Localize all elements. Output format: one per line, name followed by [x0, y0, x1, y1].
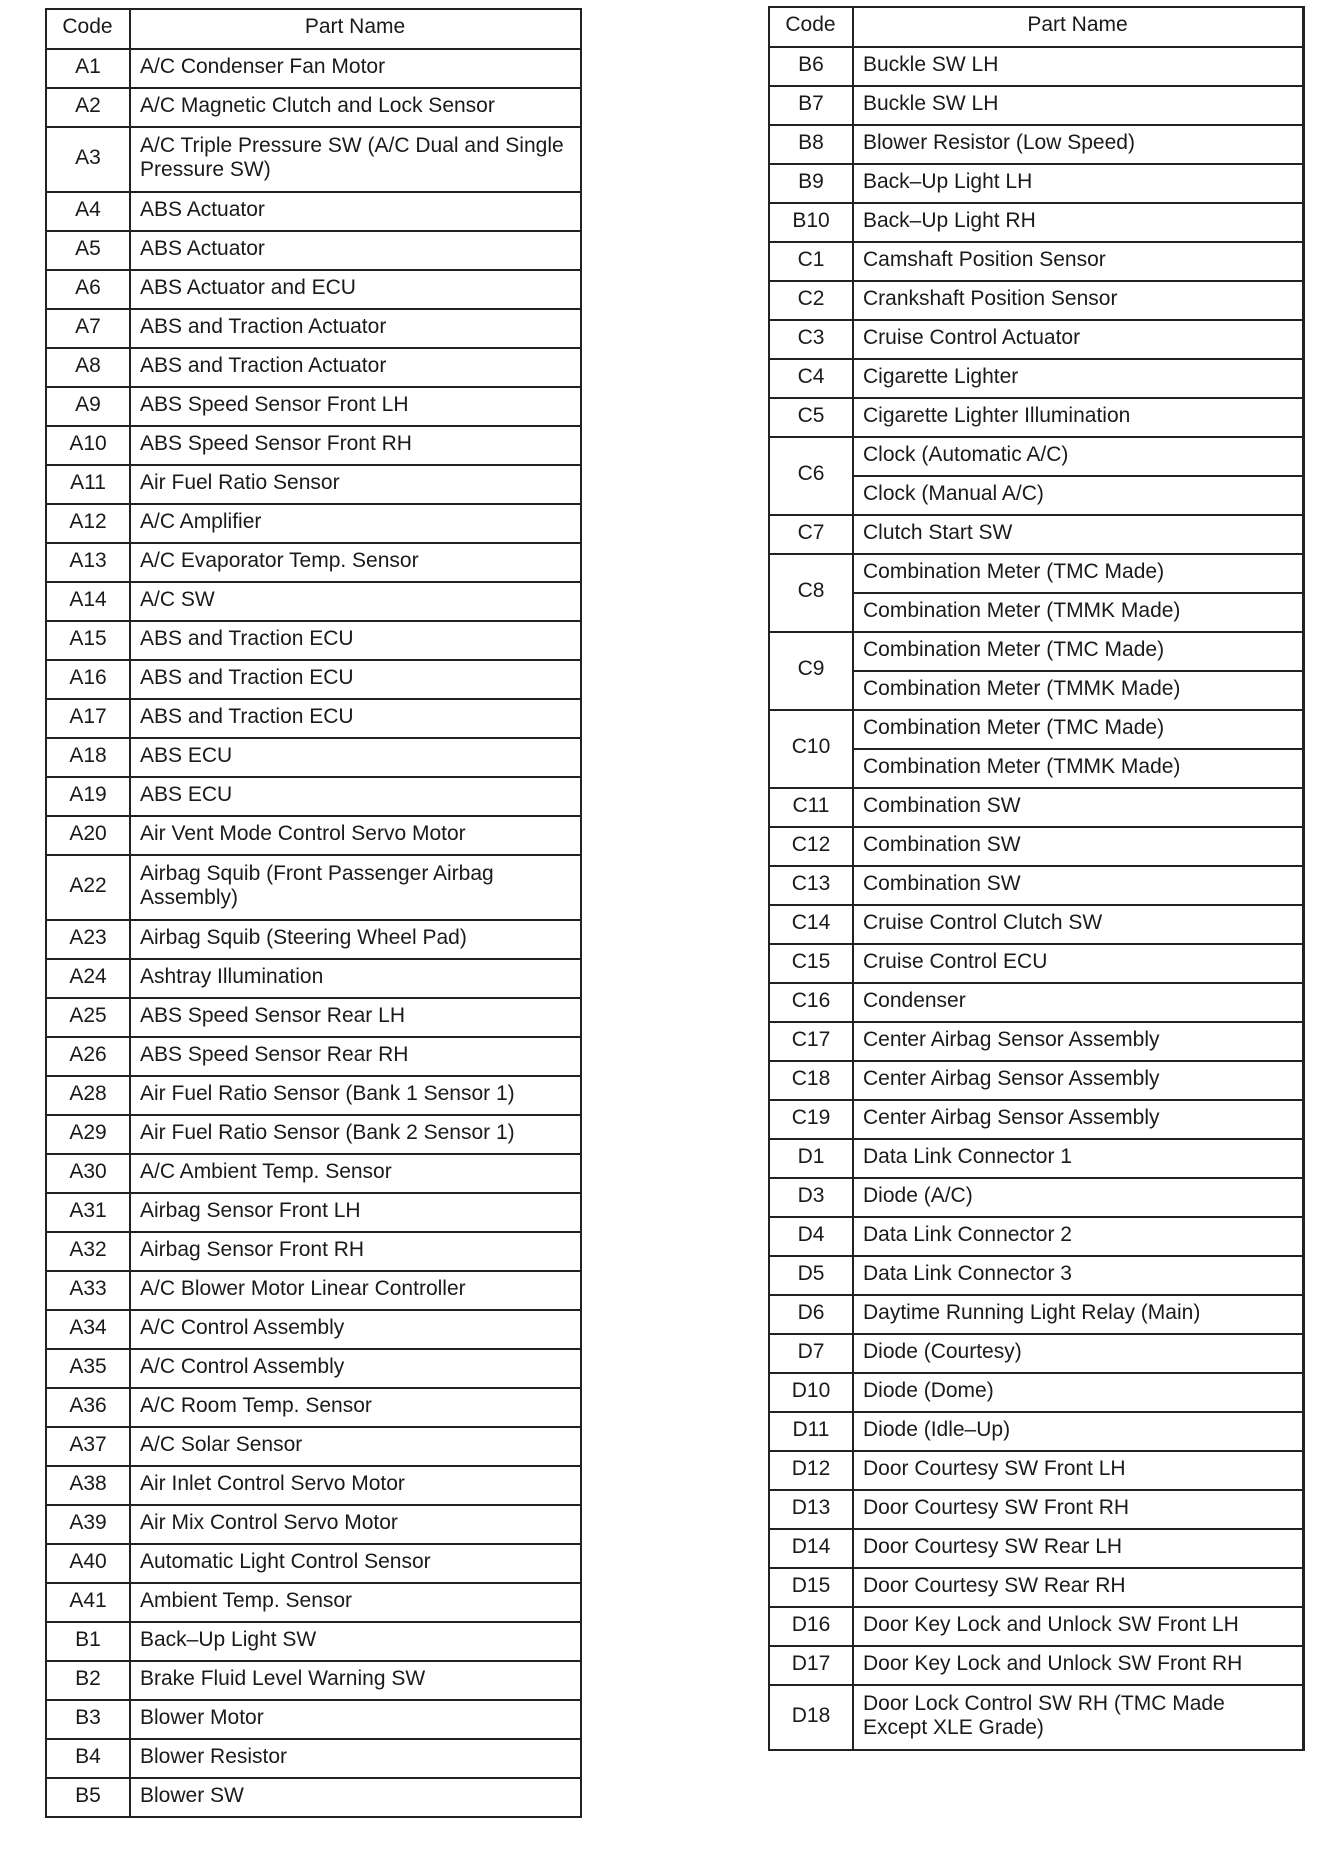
header-row [46, 9, 581, 49]
table-row [769, 1256, 1304, 1295]
part-name-cell: Door Courtesy SW Rear RH [853, 1568, 1304, 1607]
part-code-cell: A10 [46, 426, 130, 465]
part-code-cell: D7 [769, 1334, 853, 1373]
part-code-cell: C15 [769, 944, 853, 983]
part-name-cell: ABS Speed Sensor Front LH [130, 387, 581, 426]
part-name-cell: ABS Speed Sensor Rear RH [130, 1037, 581, 1076]
table-row [769, 1022, 1304, 1061]
part-code-cell: A35 [46, 1349, 130, 1388]
table-row [769, 1412, 1304, 1451]
part-name-cell: A/C Solar Sensor [130, 1427, 581, 1466]
part-code-cell: A14 [46, 582, 130, 621]
part-name-cell: ABS and Traction Actuator [130, 309, 581, 348]
part-code-cell: A29 [46, 1115, 130, 1154]
part-code-cell: A11 [46, 465, 130, 504]
table-row [46, 309, 581, 348]
part-name-cell: Air Mix Control Servo Motor [130, 1505, 581, 1544]
part-name-cell: Data Link Connector 3 [853, 1256, 1304, 1295]
part-code-cell: A12 [46, 504, 130, 543]
part-name-cell: Air Vent Mode Control Servo Motor [130, 816, 581, 855]
part-name-cell: Buckle SW LH [853, 86, 1304, 125]
part-name-cell: Combination Meter (TMMK Made) [853, 593, 1304, 632]
part-code-cell: A32 [46, 1232, 130, 1271]
part-name-cell: Ambient Temp. Sensor [130, 1583, 581, 1622]
part-code-cell: A22 [46, 855, 130, 920]
part-code-cell: C3 [769, 320, 853, 359]
table-row [769, 827, 1304, 866]
part-name-cell: ABS and Traction ECU [130, 660, 581, 699]
table-row [769, 983, 1304, 1022]
table-row [46, 959, 581, 998]
table-row [46, 1115, 581, 1154]
table-row [46, 855, 581, 920]
table-row [46, 387, 581, 426]
part-name-cell: ABS ECU [130, 777, 581, 816]
part-name-cell: Back–Up Light LH [853, 164, 1304, 203]
part-code-cell: B8 [769, 125, 853, 164]
table-row [46, 1661, 581, 1700]
part-name-cell: Cigarette Lighter [853, 359, 1304, 398]
part-name-cell: A/C Blower Motor Linear Controller [130, 1271, 581, 1310]
table-row [769, 125, 1304, 164]
part-code-cell: C11 [769, 788, 853, 827]
part-name-cell: Center Airbag Sensor Assembly [853, 1061, 1304, 1100]
table-row [46, 1388, 581, 1427]
part-code-cell: A4 [46, 192, 130, 231]
table-row [769, 632, 1304, 671]
part-name-cell: Automatic Light Control Sensor [130, 1544, 581, 1583]
part-name-cell: Buckle SW LH [853, 47, 1304, 86]
part-code-cell: B10 [769, 203, 853, 242]
part-code-cell: A6 [46, 270, 130, 309]
part-code-cell: A17 [46, 699, 130, 738]
part-code-cell: A24 [46, 959, 130, 998]
part-name-header: Part Name [853, 7, 1304, 47]
table-row [46, 1505, 581, 1544]
part-code-cell: B4 [46, 1739, 130, 1778]
table-row [46, 920, 581, 959]
part-name-cell: ABS and Traction ECU [130, 699, 581, 738]
part-code-cell: A2 [46, 88, 130, 127]
part-code-cell: C16 [769, 983, 853, 1022]
table-row [769, 1490, 1304, 1529]
table-row [769, 281, 1304, 320]
table-row [769, 1646, 1304, 1685]
part-name-cell: Blower Resistor (Low Speed) [853, 125, 1304, 164]
part-code-cell: D1 [769, 1139, 853, 1178]
table-row [769, 1373, 1304, 1412]
part-name-cell: A/C Magnetic Clutch and Lock Sensor [130, 88, 581, 127]
part-code-cell: D5 [769, 1256, 853, 1295]
part-code-cell: C17 [769, 1022, 853, 1061]
part-name-cell: Clock (Automatic A/C) [853, 437, 1304, 476]
table-row [769, 1139, 1304, 1178]
part-name-cell: Combination Meter (TMMK Made) [853, 749, 1304, 788]
part-code-cell: A28 [46, 1076, 130, 1115]
part-name-cell: Diode (A/C) [853, 1178, 1304, 1217]
part-name-cell: A/C SW [130, 582, 581, 621]
part-name-cell: A/C Control Assembly [130, 1310, 581, 1349]
part-name-cell: Combination Meter (TMC Made) [853, 554, 1304, 593]
part-name-cell: ABS Actuator [130, 192, 581, 231]
part-name-cell: ABS Actuator and ECU [130, 270, 581, 309]
part-code-cell: D12 [769, 1451, 853, 1490]
table-row [769, 47, 1304, 86]
part-name-cell: Diode (Dome) [853, 1373, 1304, 1412]
part-name-cell: Combination Meter (TMC Made) [853, 632, 1304, 671]
part-code-cell: B2 [46, 1661, 130, 1700]
parts-table-right [768, 6, 1305, 1751]
parts-table-left [45, 8, 582, 1818]
part-code-cell: C10 [769, 710, 853, 788]
part-name-cell: Diode (Courtesy) [853, 1334, 1304, 1373]
part-name-cell: Cruise Control ECU [853, 944, 1304, 983]
part-name-cell: Airbag Sensor Front RH [130, 1232, 581, 1271]
table-row [769, 203, 1304, 242]
part-code-cell: A33 [46, 1271, 130, 1310]
table-row [46, 998, 581, 1037]
table-row [46, 426, 581, 465]
part-code-cell: D10 [769, 1373, 853, 1412]
table-row [46, 543, 581, 582]
table-row [46, 231, 581, 270]
part-name-cell: Air Fuel Ratio Sensor (Bank 1 Sensor 1) [130, 1076, 581, 1115]
table-row [769, 866, 1304, 905]
part-name-cell: Combination SW [853, 827, 1304, 866]
part-code-cell: A1 [46, 49, 130, 88]
part-name-cell: Door Lock Control SW RH (TMC Made Except XLE Grade) [853, 1685, 1304, 1750]
table-row [769, 1568, 1304, 1607]
table-row [769, 1217, 1304, 1256]
part-name-cell: Door Key Lock and Unlock SW Front RH [853, 1646, 1304, 1685]
table-row [769, 398, 1304, 437]
part-name-cell: Door Courtesy SW Rear LH [853, 1529, 1304, 1568]
part-code-cell: A19 [46, 777, 130, 816]
table-row [769, 1334, 1304, 1373]
part-code-cell: D16 [769, 1607, 853, 1646]
part-name-cell: Back–Up Light SW [130, 1622, 581, 1661]
part-name-cell: A/C Ambient Temp. Sensor [130, 1154, 581, 1193]
part-name-cell: Center Airbag Sensor Assembly [853, 1022, 1304, 1061]
part-name-cell: A/C Amplifier [130, 504, 581, 543]
part-code-cell: C2 [769, 281, 853, 320]
part-code-cell: B9 [769, 164, 853, 203]
table-row [46, 88, 581, 127]
part-name-cell: Clock (Manual A/C) [853, 476, 1304, 515]
table-row [769, 1685, 1304, 1750]
part-code-cell: A18 [46, 738, 130, 777]
part-name-cell: Center Airbag Sensor Assembly [853, 1100, 1304, 1139]
table-row [769, 359, 1304, 398]
part-code-cell: A41 [46, 1583, 130, 1622]
part-name-cell: Diode (Idle–Up) [853, 1412, 1304, 1451]
part-code-cell: C4 [769, 359, 853, 398]
part-code-cell: A8 [46, 348, 130, 387]
part-name-cell: A/C Condenser Fan Motor [130, 49, 581, 88]
part-code-cell: C13 [769, 866, 853, 905]
table-row [46, 777, 581, 816]
table-row [46, 699, 581, 738]
table-row [46, 348, 581, 387]
table-row [46, 270, 581, 309]
part-name-cell: ABS and Traction Actuator [130, 348, 581, 387]
table-row [46, 504, 581, 543]
part-code-cell: A38 [46, 1466, 130, 1505]
part-name-cell: A/C Evaporator Temp. Sensor [130, 543, 581, 582]
table-row [46, 621, 581, 660]
part-code-cell: D13 [769, 1490, 853, 1529]
part-name-cell: Daytime Running Light Relay (Main) [853, 1295, 1304, 1334]
part-name-cell: A/C Triple Pressure SW (A/C Dual and Single Pressure SW) [130, 127, 581, 192]
part-name-cell: Airbag Squib (Steering Wheel Pad) [130, 920, 581, 959]
part-code-cell: C9 [769, 632, 853, 710]
table-row [769, 1061, 1304, 1100]
part-name-cell: Airbag Squib (Front Passenger Airbag Assembly) [130, 855, 581, 920]
part-code-cell: C14 [769, 905, 853, 944]
part-code-cell: B5 [46, 1778, 130, 1817]
part-code-cell: D6 [769, 1295, 853, 1334]
part-code-cell: C8 [769, 554, 853, 632]
part-code-cell: D18 [769, 1685, 853, 1750]
part-code-cell: A30 [46, 1154, 130, 1193]
part-code-cell: A3 [46, 127, 130, 192]
table-row [769, 164, 1304, 203]
table-row [769, 86, 1304, 125]
part-name-cell: Air Fuel Ratio Sensor (Bank 2 Sensor 1) [130, 1115, 581, 1154]
part-code-cell: C6 [769, 437, 853, 515]
table-row [46, 192, 581, 231]
table-row [769, 944, 1304, 983]
part-code-cell: A26 [46, 1037, 130, 1076]
part-name-cell: Cruise Control Actuator [853, 320, 1304, 359]
table-row [46, 465, 581, 504]
part-name-cell: ABS Actuator [130, 231, 581, 270]
table-row [46, 1622, 581, 1661]
part-code-cell: A40 [46, 1544, 130, 1583]
part-name-cell: A/C Control Assembly [130, 1349, 581, 1388]
table-row [46, 660, 581, 699]
part-name-cell: Door Courtesy SW Front RH [853, 1490, 1304, 1529]
table-row [769, 1451, 1304, 1490]
table-row [769, 1100, 1304, 1139]
part-code-cell: B3 [46, 1700, 130, 1739]
part-code-cell: A15 [46, 621, 130, 660]
part-name-cell: Crankshaft Position Sensor [853, 281, 1304, 320]
table-row [46, 1700, 581, 1739]
table-row [769, 1607, 1304, 1646]
part-code-cell: A36 [46, 1388, 130, 1427]
part-code-cell: C5 [769, 398, 853, 437]
part-code-cell: A37 [46, 1427, 130, 1466]
table-row [46, 49, 581, 88]
table-row [46, 1232, 581, 1271]
table-row [46, 127, 581, 192]
table-row [769, 1295, 1304, 1334]
part-code-cell: D11 [769, 1412, 853, 1451]
part-name-cell: Data Link Connector 2 [853, 1217, 1304, 1256]
part-code-cell: A13 [46, 543, 130, 582]
part-name-cell: Air Inlet Control Servo Motor [130, 1466, 581, 1505]
part-code-cell: A34 [46, 1310, 130, 1349]
table-row [769, 1178, 1304, 1217]
part-name-cell: ABS ECU [130, 738, 581, 777]
part-code-cell: B7 [769, 86, 853, 125]
part-code-cell: C19 [769, 1100, 853, 1139]
part-code-cell: A7 [46, 309, 130, 348]
part-name-cell: ABS Speed Sensor Front RH [130, 426, 581, 465]
part-name-cell: A/C Room Temp. Sensor [130, 1388, 581, 1427]
part-name-cell: ABS Speed Sensor Rear LH [130, 998, 581, 1037]
part-name-cell: Data Link Connector 1 [853, 1139, 1304, 1178]
part-name-header: Part Name [130, 9, 581, 49]
part-name-cell: Blower Motor [130, 1700, 581, 1739]
part-code-cell: A5 [46, 231, 130, 270]
part-code-cell: A39 [46, 1505, 130, 1544]
part-name-cell: Blower Resistor [130, 1739, 581, 1778]
code-header: Code [46, 9, 130, 49]
part-name-cell: Air Fuel Ratio Sensor [130, 465, 581, 504]
part-name-cell: Door Courtesy SW Front LH [853, 1451, 1304, 1490]
table-row [46, 1778, 581, 1817]
part-name-cell: Combination Meter (TMMK Made) [853, 671, 1304, 710]
table-row [46, 1037, 581, 1076]
part-name-cell: Ashtray Illumination [130, 959, 581, 998]
table-row [769, 242, 1304, 281]
table-row [769, 1529, 1304, 1568]
part-name-cell: Combination Meter (TMC Made) [853, 710, 1304, 749]
part-code-cell: C7 [769, 515, 853, 554]
part-code-cell: C12 [769, 827, 853, 866]
part-name-cell: Airbag Sensor Front LH [130, 1193, 581, 1232]
table-row [46, 1739, 581, 1778]
part-name-cell: Combination SW [853, 788, 1304, 827]
table-row [46, 1583, 581, 1622]
table-row [46, 582, 581, 621]
table-row [769, 788, 1304, 827]
part-name-cell: ABS and Traction ECU [130, 621, 581, 660]
table-row [769, 554, 1304, 593]
header-row [769, 7, 1304, 47]
code-header: Code [769, 7, 853, 47]
table-row [46, 1427, 581, 1466]
table-row [769, 437, 1304, 476]
part-name-cell: Door Key Lock and Unlock SW Front LH [853, 1607, 1304, 1646]
table-row [46, 1193, 581, 1232]
part-code-cell: D17 [769, 1646, 853, 1685]
part-code-cell: A31 [46, 1193, 130, 1232]
table-row [46, 1271, 581, 1310]
part-code-cell: D14 [769, 1529, 853, 1568]
table-row [46, 1154, 581, 1193]
part-code-cell: C18 [769, 1061, 853, 1100]
part-code-cell: A16 [46, 660, 130, 699]
part-code-cell: A20 [46, 816, 130, 855]
table-row [46, 1076, 581, 1115]
part-code-cell: D4 [769, 1217, 853, 1256]
table-row [769, 905, 1304, 944]
part-code-cell: C1 [769, 242, 853, 281]
part-code-cell: A23 [46, 920, 130, 959]
part-name-cell: Brake Fluid Level Warning SW [130, 1661, 581, 1700]
part-code-cell: A25 [46, 998, 130, 1037]
part-name-cell: Combination SW [853, 866, 1304, 905]
table-row [769, 515, 1304, 554]
table-row [46, 816, 581, 855]
part-name-cell: Camshaft Position Sensor [853, 242, 1304, 281]
part-name-cell: Clutch Start SW [853, 515, 1304, 554]
table-row [46, 738, 581, 777]
part-code-cell: A9 [46, 387, 130, 426]
table-row [46, 1544, 581, 1583]
part-name-cell: Cruise Control Clutch SW [853, 905, 1304, 944]
part-name-cell: Blower SW [130, 1778, 581, 1817]
part-code-cell: D15 [769, 1568, 853, 1607]
part-code-cell: D3 [769, 1178, 853, 1217]
table-row [46, 1349, 581, 1388]
table-row [769, 710, 1304, 749]
part-name-cell: Back–Up Light RH [853, 203, 1304, 242]
part-code-cell: B1 [46, 1622, 130, 1661]
table-row [46, 1310, 581, 1349]
table-row [46, 1466, 581, 1505]
part-name-cell: Condenser [853, 983, 1304, 1022]
part-name-cell: Cigarette Lighter Illumination [853, 398, 1304, 437]
part-code-cell: B6 [769, 47, 853, 86]
table-row [769, 320, 1304, 359]
